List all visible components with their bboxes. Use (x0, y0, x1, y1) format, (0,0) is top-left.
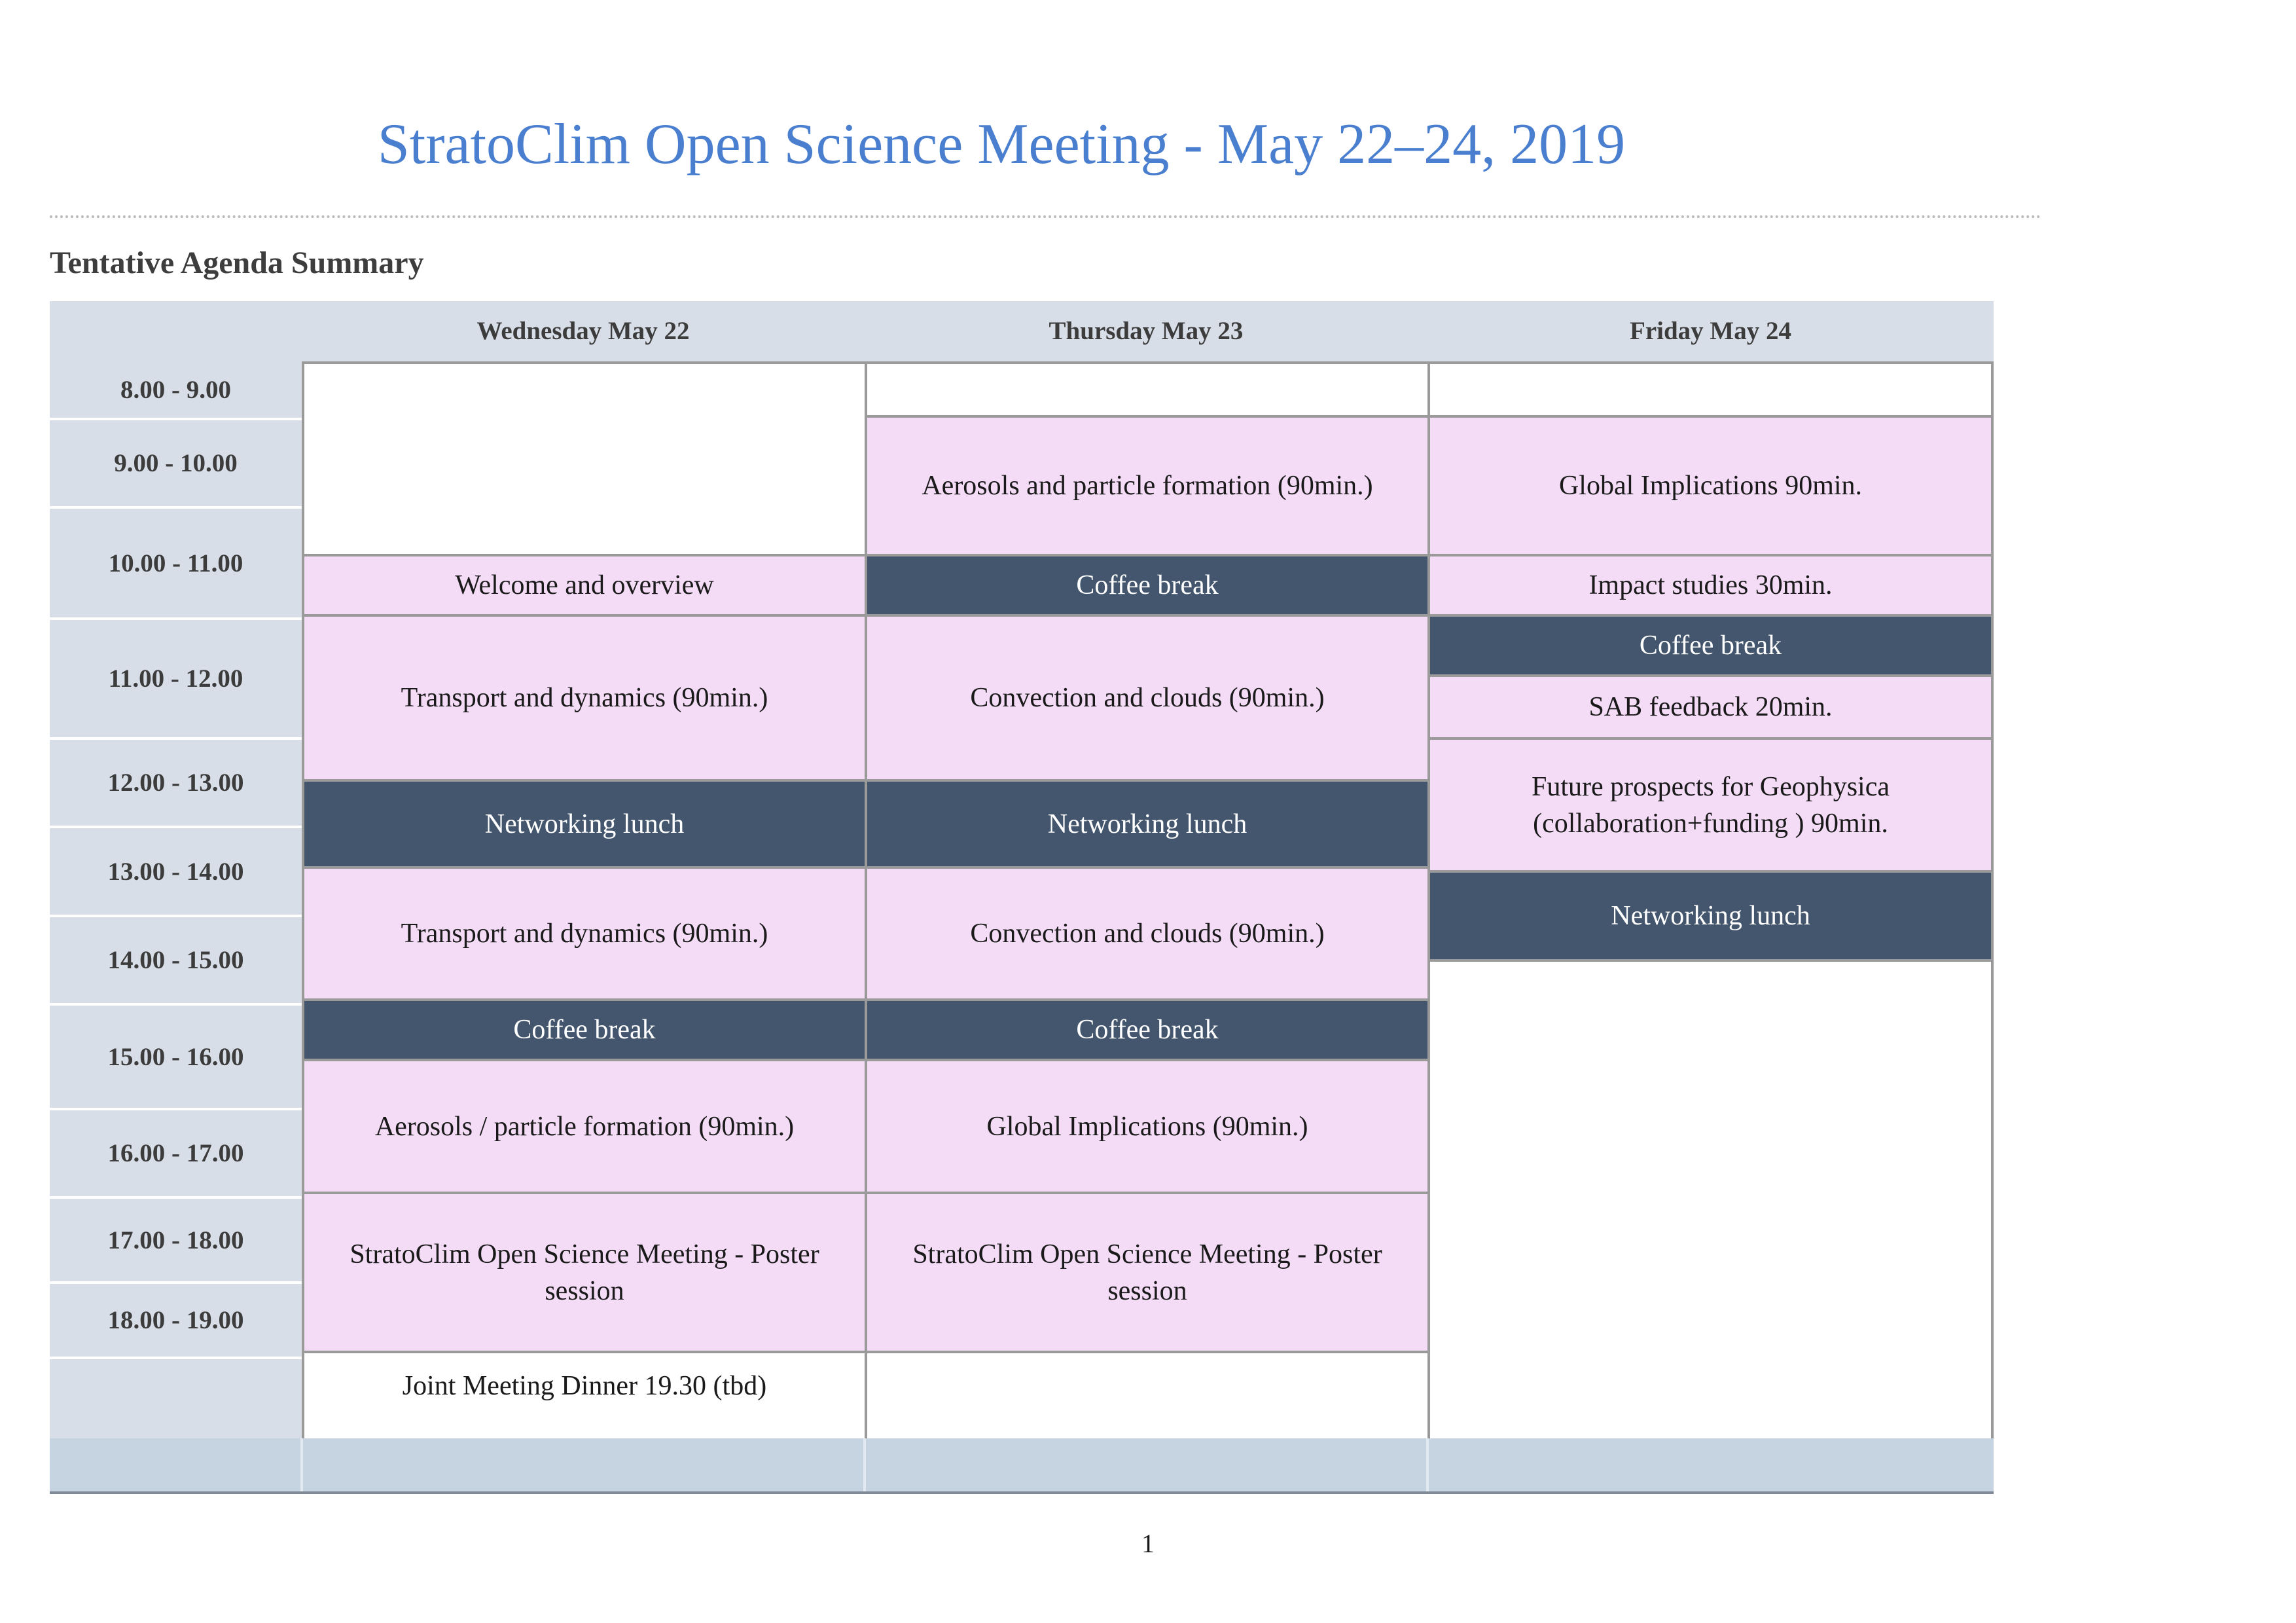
session-sab-feedback: SAB feedback 20min. (1427, 674, 1994, 740)
header-wednesday: Wednesday May 22 (476, 317, 690, 345)
break-networking-lunch: Networking lunch (1427, 870, 1994, 962)
break-networking-lunch: Networking lunch (865, 779, 1430, 869)
session-transport-1: Transport and dynamics (90min.) (302, 614, 867, 782)
friday-empty-early (1427, 361, 1994, 418)
friday-empty-afternoon (1427, 959, 1994, 1441)
page-number: 1 (1141, 1529, 1155, 1558)
session-aerosols-particle: Aerosols and particle formation (90min.) (865, 415, 1430, 556)
time-slot-empty (50, 1357, 302, 1441)
session-global-implications: Global Implications 90min. (1427, 415, 1994, 556)
break-coffee: Coffee break (1427, 614, 1994, 677)
session-poster: StratoClim Open Science Meeting - Poster session (865, 1192, 1430, 1353)
thursday-empty-early (865, 361, 1430, 418)
agenda-subtitle: Tentative Agenda Summary (50, 246, 424, 280)
footer-divider (863, 1438, 866, 1491)
page-title: StratoClim Open Science Meeting - May 22–24, 2019 (377, 113, 1626, 176)
time-slot: 17.00 - 18.00 (50, 1196, 302, 1281)
break-coffee: Coffee break (865, 998, 1430, 1061)
header-thursday: Thursday May 23 (1049, 317, 1244, 345)
session-global-implications: Global Implications (90min.) (865, 1059, 1430, 1194)
time-slot: 13.00 - 14.00 (50, 826, 302, 915)
session-convection-2: Convection and clouds (90min.) (865, 866, 1430, 1001)
event-dinner: Joint Meeting Dinner 19.30 (tbd) (302, 1351, 867, 1441)
session-aerosols: Aerosols / particle formation (90min.) (302, 1059, 867, 1194)
session-future-prospects: Future prospects for Geophysica (collaboration+funding ) 90min. (1427, 737, 1994, 873)
wednesday-empty-morning (302, 361, 867, 556)
break-coffee: Coffee break (302, 998, 867, 1061)
session-impact-studies: Impact studies 30min. (1427, 554, 1994, 617)
time-slot: 18.00 - 19.00 (50, 1281, 302, 1357)
time-slot: 10.00 - 11.00 (50, 506, 302, 617)
session-poster: StratoClim Open Science Meeting - Poster session (302, 1192, 867, 1353)
time-slot: 14.00 - 15.00 (50, 915, 302, 1003)
header-friday: Friday May 24 (1630, 317, 1791, 345)
time-slot: 15.00 - 16.00 (50, 1003, 302, 1108)
break-coffee: Coffee break (865, 554, 1430, 617)
footer-divider (1426, 1438, 1429, 1491)
time-slot: 8.00 - 9.00 (120, 375, 231, 404)
break-networking-lunch: Networking lunch (302, 779, 867, 869)
time-slot: 12.00 - 13.00 (50, 737, 302, 826)
table-footer-row (50, 1438, 1994, 1494)
time-slot: 9.00 - 10.00 (50, 418, 302, 506)
session-convection-1: Convection and clouds (90min.) (865, 614, 1430, 782)
title-divider (50, 215, 2042, 218)
session-welcome: Welcome and overview (302, 554, 867, 617)
time-slot: 11.00 - 12.00 (50, 617, 302, 737)
session-transport-2: Transport and dynamics (90min.) (302, 866, 867, 1001)
thursday-empty-evening (865, 1351, 1430, 1441)
footer-divider (300, 1438, 303, 1491)
time-slot: 16.00 - 17.00 (50, 1108, 302, 1196)
